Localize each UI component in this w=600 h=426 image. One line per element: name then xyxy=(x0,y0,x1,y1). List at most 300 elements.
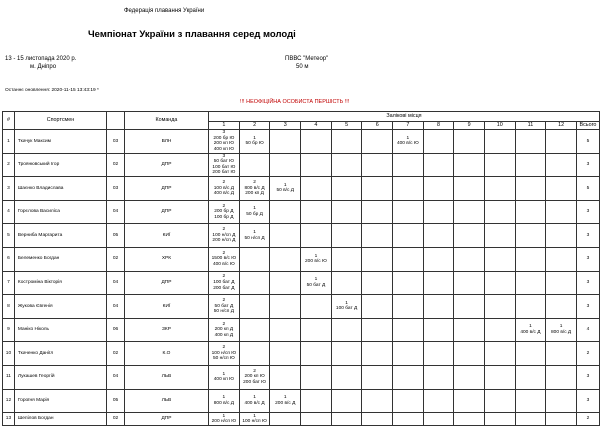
place-header-4: 4 xyxy=(301,122,332,130)
place-cell-12 xyxy=(546,177,577,201)
event-label: 400 в/с Д xyxy=(213,191,234,197)
table-row xyxy=(3,200,600,224)
event-label: 100 бат Ю xyxy=(212,164,236,170)
place-cell-6 xyxy=(362,365,393,389)
athlete-name: Ткачук Максим xyxy=(14,130,106,154)
table-row xyxy=(3,389,600,413)
event-label: 50 бат Ю xyxy=(213,159,234,165)
event-label: 50 бат Д xyxy=(214,303,234,309)
place-cell-12 xyxy=(546,318,577,342)
place-count: 1 xyxy=(406,135,410,141)
event-label: 50 бр Ю xyxy=(245,141,264,147)
birth-year: 06 xyxy=(107,318,125,342)
birth-year: 04 xyxy=(107,271,125,295)
event-label: 200 бат Ю xyxy=(243,380,267,386)
total-count: 3 xyxy=(576,295,599,319)
place-cell-1 xyxy=(209,177,240,201)
place-header-1: 1 xyxy=(209,122,240,130)
event-label: 200 бр Д xyxy=(214,209,234,215)
place-cell-4 xyxy=(301,130,332,154)
place-cell-4 xyxy=(301,177,332,201)
place-cell-2 xyxy=(239,295,270,319)
athlete-name: Костроміна Вікторія xyxy=(14,271,106,295)
event-label: 400 кп Д xyxy=(214,332,234,338)
event-label: 200 бат Ю xyxy=(212,170,236,176)
place-cell-7 xyxy=(393,177,424,201)
place-cell-1 xyxy=(209,130,240,154)
place-header-6: 6 xyxy=(362,122,393,130)
birth-year: 03 xyxy=(107,177,125,201)
total-count: 3 xyxy=(576,247,599,271)
place-cell-5 xyxy=(331,177,362,201)
total-count: 3 xyxy=(576,153,599,177)
unofficial-notice: !!! НЕОФІЦІЙНА ОСОБИСТА ПЕРШІСТЬ !!! xyxy=(240,99,350,105)
place-cell-1 xyxy=(209,318,240,342)
place-count: 2 xyxy=(222,180,226,186)
place-cell-10 xyxy=(484,342,515,366)
place-cell-8 xyxy=(423,295,454,319)
place-header-7: 7 xyxy=(393,122,424,130)
place-cell-11 xyxy=(515,200,546,224)
team-code: ДПР xyxy=(124,177,208,201)
col-num-header: # xyxy=(3,112,15,130)
event-label: 50 н/сп Д xyxy=(213,309,234,315)
event-label: 200 кп Ю xyxy=(213,141,234,147)
place-cell-10 xyxy=(484,389,515,413)
place-cell-5 xyxy=(331,153,362,177)
place-cell-9 xyxy=(454,200,485,224)
place-count: 3 xyxy=(222,130,226,136)
place-cell-12 xyxy=(546,342,577,366)
place-cell-12 xyxy=(546,153,577,177)
place-cell-5 xyxy=(331,271,362,295)
place-cell-12 xyxy=(546,295,577,319)
total-count: 2 xyxy=(576,342,599,366)
place-count: 2 xyxy=(222,274,226,280)
place-cell-9 xyxy=(454,177,485,201)
place-count: 1 xyxy=(253,206,256,212)
row-number: 2 xyxy=(3,153,15,177)
place-cell-4 xyxy=(301,271,332,295)
place-cell-4 xyxy=(301,342,332,366)
place-count: 1 xyxy=(529,324,532,330)
place-cell-10 xyxy=(484,200,515,224)
team-code: ЗКР xyxy=(124,318,208,342)
event-label: 50 бр Д xyxy=(246,212,263,218)
row-number: 7 xyxy=(3,271,15,295)
event-label: 400 в/с Ю xyxy=(396,141,419,147)
place-header-8: 8 xyxy=(423,122,454,130)
federation-name: Федерація плавання України xyxy=(124,8,205,14)
birth-year: 02 xyxy=(107,342,125,366)
place-count: 2 xyxy=(222,298,226,304)
place-cell-8 xyxy=(423,153,454,177)
place-count: 2 xyxy=(222,321,226,327)
team-code: ДПР xyxy=(124,271,208,295)
event-label: 100 н/сп Ю xyxy=(211,350,237,356)
team-code: ДПР xyxy=(124,200,208,224)
place-cell-12 xyxy=(546,200,577,224)
birth-year: 04 xyxy=(107,295,125,319)
table-row xyxy=(3,177,600,201)
row-number: 10 xyxy=(3,342,15,366)
place-cell-2 xyxy=(239,224,270,248)
place-count: 1 xyxy=(559,324,563,330)
place-cell-1 xyxy=(209,247,240,271)
event-label: 100 бр Д xyxy=(214,214,234,220)
place-header-9: 9 xyxy=(454,122,485,130)
event-label: 400 в/с Ю xyxy=(212,262,235,268)
place-cell-6 xyxy=(362,247,393,271)
place-cell-6 xyxy=(362,389,393,413)
event-label: 200 кп Ю xyxy=(244,374,265,380)
place-cell-3 xyxy=(270,318,301,342)
event-label: 100 н/сп Ю xyxy=(242,419,267,425)
place-cell-9 xyxy=(454,271,485,295)
place-cell-6 xyxy=(362,153,393,177)
place-cell-2 xyxy=(239,342,270,366)
place-count: 2 xyxy=(222,227,226,233)
place-cell-6 xyxy=(362,224,393,248)
place-cell-1 xyxy=(209,224,240,248)
row-number: 1 xyxy=(3,130,15,154)
place-cell-9 xyxy=(454,295,485,319)
event-label: 100 бат Д xyxy=(213,280,235,286)
team-code: ЛЬВ xyxy=(124,389,208,413)
place-cell-7 xyxy=(393,365,424,389)
place-cell-5 xyxy=(331,389,362,413)
event-label: 800 в/с Д xyxy=(244,185,265,191)
place-cell-3 xyxy=(270,295,301,319)
place-cell-10 xyxy=(484,247,515,271)
place-cell-9 xyxy=(454,389,485,413)
place-cell-7 xyxy=(393,295,424,319)
table-row xyxy=(3,130,600,154)
athlete-name: Шепілов Богдан xyxy=(14,413,106,426)
place-cell-9 xyxy=(454,130,485,154)
place-cell-3 xyxy=(270,153,301,177)
place-cell-9 xyxy=(454,342,485,366)
event-label: 200 в/с Ю xyxy=(305,259,327,265)
table-row xyxy=(3,342,600,366)
place-cell-11 xyxy=(515,153,546,177)
place-cell-5 xyxy=(331,247,362,271)
place-cell-10 xyxy=(484,318,515,342)
event-label: 200 н/сп Д xyxy=(212,238,236,244)
place-cell-10 xyxy=(484,153,515,177)
place-cell-5 xyxy=(331,200,362,224)
place-header-2: 2 xyxy=(239,122,270,130)
athlete-name: Маніко Ніколь xyxy=(14,318,106,342)
place-count: 1 xyxy=(253,230,256,236)
row-number: 13 xyxy=(3,413,15,426)
total-count: 3 xyxy=(576,271,599,295)
place-cell-2 xyxy=(239,177,270,201)
team-code: ДПР xyxy=(124,153,208,177)
place-count: 1 xyxy=(253,395,256,401)
event-label: 200 кп Д xyxy=(245,191,264,197)
total-count: 3 xyxy=(576,389,599,413)
athlete-name: Жукова Євгенія xyxy=(14,295,106,319)
place-cell-2 xyxy=(239,365,270,389)
place-cell-2 xyxy=(239,153,270,177)
place-cell-4 xyxy=(301,247,332,271)
place-cell-6 xyxy=(362,318,393,342)
place-count: 3 xyxy=(222,153,226,159)
place-cell-3 xyxy=(270,342,301,366)
place-cell-11 xyxy=(515,130,546,154)
birth-year: 02 xyxy=(107,247,125,271)
table-row xyxy=(3,295,600,319)
place-cell-9 xyxy=(454,318,485,342)
total-count: 2 xyxy=(576,413,599,426)
place-cell-7 xyxy=(393,153,424,177)
event-label: 800 в/с Д xyxy=(550,330,572,336)
place-cell-5 xyxy=(331,342,362,366)
team-code: КИЇ xyxy=(124,295,208,319)
event-label: 400 в/с Д xyxy=(520,330,541,336)
place-cell-6 xyxy=(362,177,393,201)
place-cell-9 xyxy=(454,153,485,177)
athlete-name: Лукашев Георгій xyxy=(14,365,106,389)
place-cell-6 xyxy=(362,342,393,366)
place-cell-8 xyxy=(423,365,454,389)
place-cell-6 xyxy=(362,271,393,295)
place-cell-2 xyxy=(239,200,270,224)
place-cell-1 xyxy=(209,342,240,366)
row-number: 11 xyxy=(3,365,15,389)
page-title: Чемпіонат України з плавання серед молоді xyxy=(88,29,296,40)
event-city: м. Дніпро xyxy=(30,64,57,70)
col-athlete-header: Спортсмен xyxy=(14,112,106,130)
total-count: 3 xyxy=(576,224,599,248)
team-code: ДПР xyxy=(124,413,208,426)
place-cell-1 xyxy=(209,153,240,177)
row-number: 4 xyxy=(3,200,15,224)
place-count: 1 xyxy=(314,277,318,283)
place-cell-11 xyxy=(515,389,546,413)
place-cell-5 xyxy=(331,130,362,154)
pool-name: ПВВС "Метеор" xyxy=(285,56,329,62)
event-label: 50 бат Д xyxy=(306,282,326,288)
event-label: 1500 в/с Ю xyxy=(211,256,237,262)
col-year-header xyxy=(107,112,125,130)
place-cell-11 xyxy=(515,177,546,201)
event-label: 400 кп Ю xyxy=(213,146,234,152)
athlete-name: Шаєнко Владислава xyxy=(14,177,106,201)
place-count: 1 xyxy=(283,182,287,188)
place-cell-8 xyxy=(423,318,454,342)
event-label: 50 в/с Д xyxy=(276,188,294,194)
place-cell-11 xyxy=(515,318,546,342)
place-cell-2 xyxy=(239,271,270,295)
birth-year: 04 xyxy=(107,200,125,224)
event-label: 100 бат Д xyxy=(335,306,358,312)
place-cell-11 xyxy=(515,365,546,389)
table-row xyxy=(3,224,600,248)
place-cell-4 xyxy=(301,224,332,248)
place-cell-10 xyxy=(484,224,515,248)
place-cell-9 xyxy=(454,365,485,389)
row-number: 3 xyxy=(3,177,15,201)
table-row xyxy=(3,318,600,342)
place-cell-4 xyxy=(301,200,332,224)
place-cell-2 xyxy=(239,389,270,413)
place-cell-3 xyxy=(270,247,301,271)
place-cell-11 xyxy=(515,224,546,248)
place-cell-4 xyxy=(301,295,332,319)
place-cell-7 xyxy=(393,342,424,366)
results-table xyxy=(2,111,600,426)
place-cell-3 xyxy=(270,177,301,201)
total-count: 5 xyxy=(576,177,599,201)
event-label: 50 н/сп Д xyxy=(244,235,265,241)
place-cell-12 xyxy=(546,271,577,295)
table-row xyxy=(3,271,600,295)
place-count: 2 xyxy=(253,180,256,186)
place-count: 2 xyxy=(222,345,226,351)
birth-year: 02 xyxy=(107,153,125,177)
athlete-name: Верниба Маргарита xyxy=(14,224,106,248)
event-label: 200 н/сп Ю xyxy=(211,419,237,425)
team-code: КИЇ xyxy=(124,224,208,248)
place-cell-7 xyxy=(393,271,424,295)
place-cell-10 xyxy=(484,177,515,201)
place-count: 2 xyxy=(253,368,256,374)
place-cell-11 xyxy=(515,247,546,271)
athlete-name: Белеменко Богдан xyxy=(14,247,106,271)
place-cell-9 xyxy=(454,247,485,271)
place-cell-12 xyxy=(546,365,577,389)
place-cell-1 xyxy=(209,271,240,295)
pool-length: 50 м xyxy=(296,64,309,70)
place-count: 1 xyxy=(253,135,256,141)
place-cell-8 xyxy=(423,247,454,271)
place-cell-12 xyxy=(546,389,577,413)
place-cell-1 xyxy=(209,365,240,389)
event-label: 100 в/с Д xyxy=(213,185,234,191)
event-label: 200 кп Д xyxy=(214,327,234,333)
place-cell-3 xyxy=(270,200,301,224)
birth-year: 03 xyxy=(107,130,125,154)
row-number: 8 xyxy=(3,295,15,319)
place-count: 1 xyxy=(222,371,226,377)
col-total-header: Всього xyxy=(576,122,599,130)
place-cell-12 xyxy=(546,130,577,154)
place-cell-10 xyxy=(484,271,515,295)
place-cell-1 xyxy=(209,295,240,319)
total-count: 3 xyxy=(576,365,599,389)
place-cell-12 xyxy=(546,247,577,271)
table-row xyxy=(3,247,600,271)
place-cell-10 xyxy=(484,365,515,389)
row-number: 6 xyxy=(3,247,15,271)
place-count: 1 xyxy=(283,395,287,401)
col-places-header: Залікові місця xyxy=(209,112,600,122)
place-cell-11 xyxy=(515,342,546,366)
place-cell-8 xyxy=(423,200,454,224)
place-count: 2 xyxy=(222,250,226,256)
team-code: ЛЬВ xyxy=(124,365,208,389)
place-cell-8 xyxy=(423,271,454,295)
place-cell-4 xyxy=(301,389,332,413)
place-cell-7 xyxy=(393,389,424,413)
total-count: 5 xyxy=(576,130,599,154)
row-number: 5 xyxy=(3,224,15,248)
place-cell-8 xyxy=(423,177,454,201)
place-cell-3 xyxy=(270,389,301,413)
athlete-name: Троянювський Ігор xyxy=(14,153,106,177)
place-cell-2 xyxy=(239,130,270,154)
athlete-name: Гороїня Марія xyxy=(14,389,106,413)
table-row xyxy=(3,153,600,177)
team-code: ХРК xyxy=(124,247,208,271)
place-cell-5 xyxy=(331,365,362,389)
place-cell-3 xyxy=(270,271,301,295)
event-label: 200 бр Ю xyxy=(213,135,235,141)
place-cell-7 xyxy=(393,130,424,154)
birth-year: 05 xyxy=(107,389,125,413)
place-count: 1 xyxy=(222,395,226,401)
place-cell-6 xyxy=(362,130,393,154)
place-cell-3 xyxy=(270,365,301,389)
place-cell-3 xyxy=(270,224,301,248)
place-header-3: 3 xyxy=(270,122,301,130)
birth-year: 04 xyxy=(107,365,125,389)
place-cell-7 xyxy=(393,200,424,224)
row-number: 9 xyxy=(3,318,15,342)
place-count: 1 xyxy=(345,300,348,306)
birth-year: 05 xyxy=(107,224,125,248)
place-cell-10 xyxy=(484,295,515,319)
team-code: К.О xyxy=(124,342,208,366)
place-cell-12 xyxy=(546,224,577,248)
place-cell-5 xyxy=(331,224,362,248)
place-cell-8 xyxy=(423,342,454,366)
team-code: ВЛН xyxy=(124,130,208,154)
birth-year: 02 xyxy=(107,413,125,426)
place-header-5: 5 xyxy=(331,122,362,130)
place-count: 1 xyxy=(314,253,318,259)
table-row xyxy=(3,365,600,389)
place-cell-8 xyxy=(423,130,454,154)
place-cell-7 xyxy=(393,318,424,342)
event-dates: 13 - 15 листопада 2020 р. xyxy=(5,56,77,62)
event-label: 400 в/с Д xyxy=(244,400,265,406)
event-label: 400 кп Ю xyxy=(213,377,234,383)
place-cell-8 xyxy=(423,389,454,413)
place-cell-2 xyxy=(239,318,270,342)
place-cell-2 xyxy=(239,247,270,271)
place-cell-1 xyxy=(209,389,240,413)
place-header-12: 12 xyxy=(546,122,577,130)
col-team-header: Команда xyxy=(124,112,208,130)
place-count: 1 xyxy=(222,413,226,419)
place-cell-3 xyxy=(270,130,301,154)
place-cell-4 xyxy=(301,318,332,342)
event-label: 800 в/с Д xyxy=(213,400,234,406)
place-cell-9 xyxy=(454,224,485,248)
athlete-name: Горєлова Василіса xyxy=(14,200,106,224)
place-cell-4 xyxy=(301,153,332,177)
place-cell-11 xyxy=(515,295,546,319)
place-count: 1 xyxy=(253,413,256,419)
athlete-name: Ткаченко Даніїл xyxy=(14,342,106,366)
place-cell-5 xyxy=(331,295,362,319)
event-label: 100 н/сп Д xyxy=(212,232,236,238)
event-label: 200 бат Д xyxy=(213,285,235,291)
row-number: 12 xyxy=(3,389,15,413)
